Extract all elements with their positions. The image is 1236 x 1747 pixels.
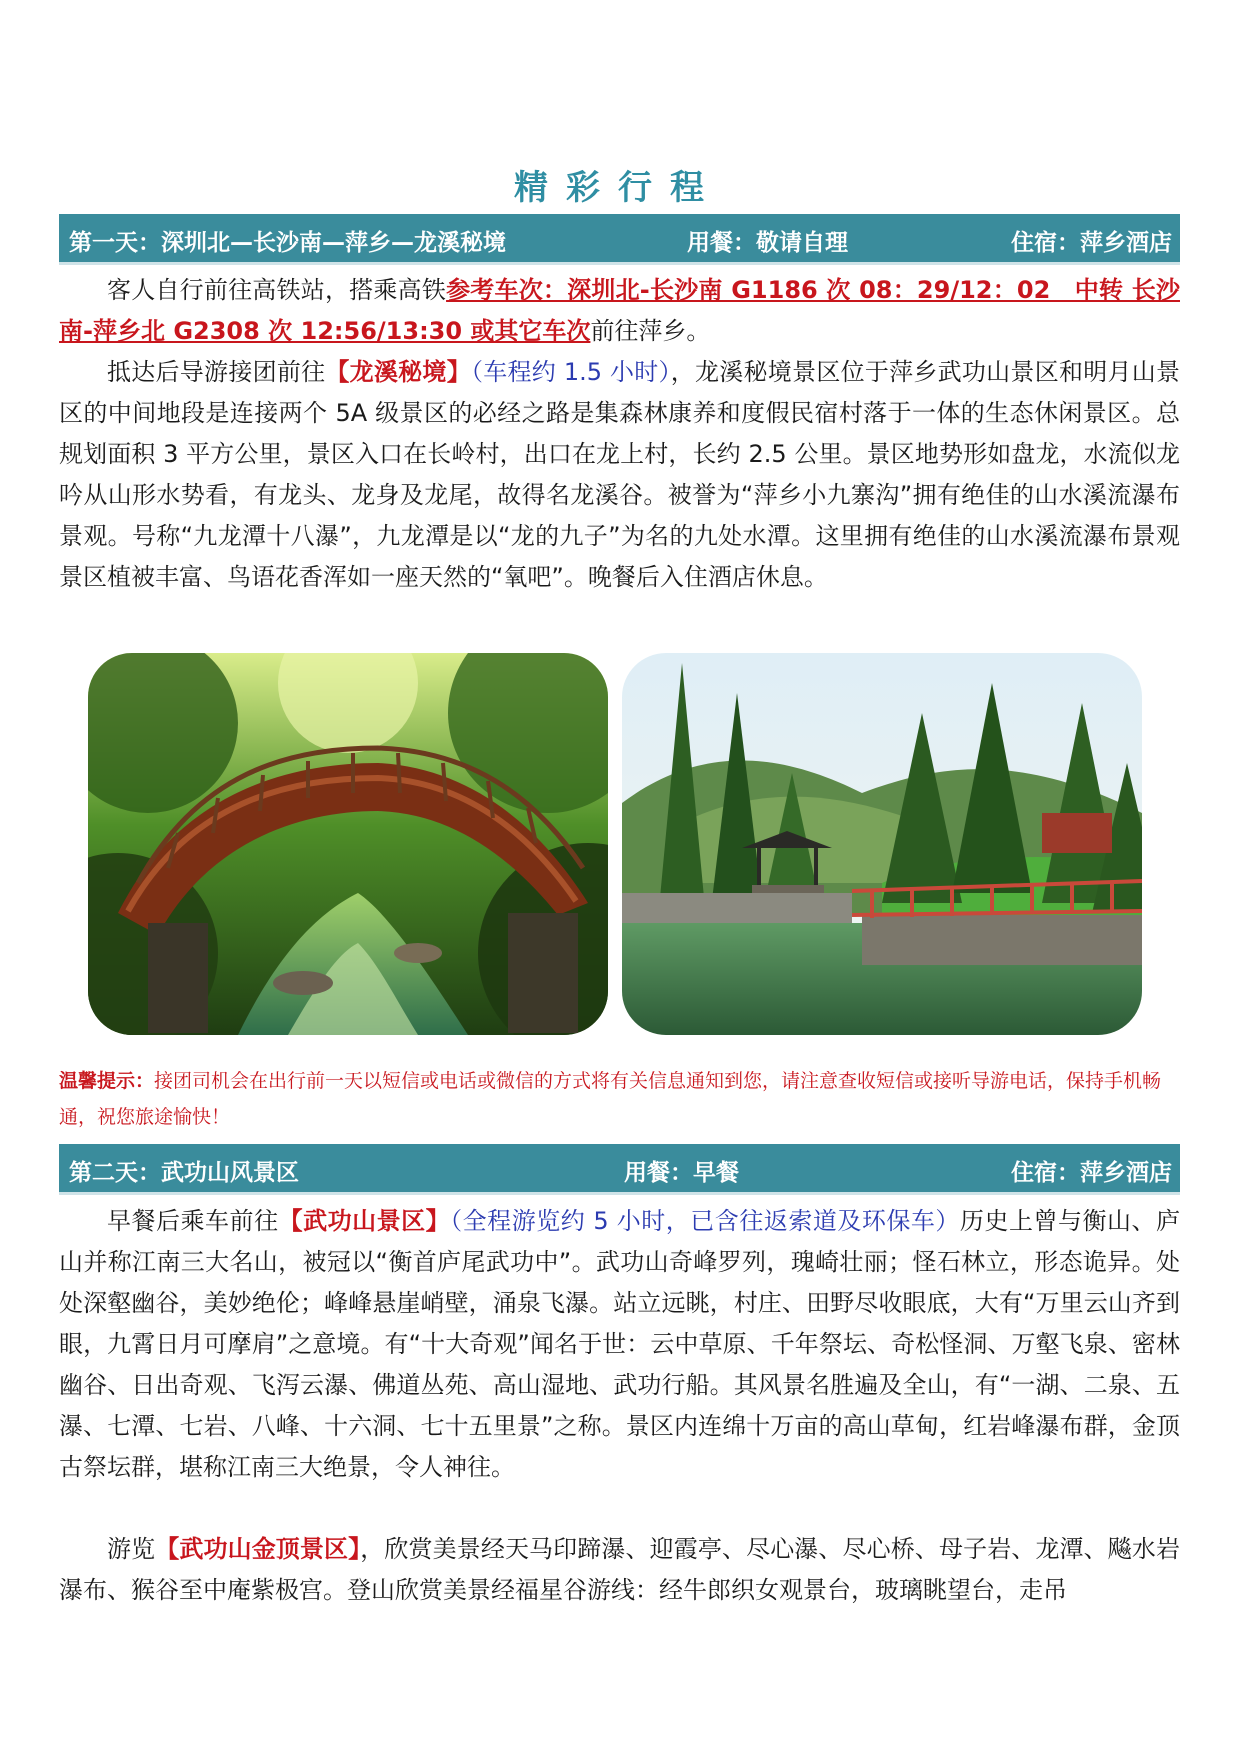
- day2-tour-time: （全程游览约 5 小时，已含往返索道及环保车）: [450, 1207, 960, 1235]
- day2-paragraph-1: [59, 1201, 1180, 1488]
- day2-meal: 用餐：早餐: [624, 1160, 739, 1186]
- day1-p1-end: 前往萍乡。: [590, 317, 711, 345]
- day2-header-underline: [59, 1192, 1180, 1195]
- day2-attraction-name: 【武功山景区】: [278, 1207, 451, 1235]
- day1-paragraph-1: [59, 270, 1180, 352]
- day1-header-underline: [59, 262, 1180, 265]
- day2-description: 历史上曾与衡山、庐山并称江南三大名山，被冠以“衡首庐尾武功中”。武功山奇峰罗列，瑰崎壮丽；怪石林立，形态诡异。处处深壑幽谷，美妙绝伦；峰峰悬崖峭壁，涌泉飞瀑。站立远眺，村庄、田野尽收眼底，大有“万里云山齐到眼，九霄日月可摩肩”之意境。有“十大奇观”闻名于世：云中草原、千年祭坛、奇松怪洞、万壑飞泉、密林幽谷、日出奇观、飞泻云瀑、佛道丛苑、高山湿地、武功行船。其风景名胜遍及全山，有“一湖、二泉、五瀑、七潭、七岩、八峰、十六洞、七十五里景”之称。景区内连绵十万亩的高山草甸，红岩峰瀑布群，金顶古祭坛群，堪称江南三大绝景，令人神往。: [59, 1207, 1181, 1481]
- day1-paragraph-2: [59, 352, 1180, 598]
- photo-pavilion-pond: [622, 653, 1142, 1035]
- day1-drive-time: （车程约 1.5 小时）: [470, 358, 671, 386]
- day1-title: 第一天：深圳北—长沙南—萍乡—龙溪秘境: [69, 230, 506, 256]
- day1-p1-text: 客人自行前往高铁站，搭乘高铁: [107, 276, 447, 304]
- day1-meal: 用餐：敬请自理: [687, 230, 848, 256]
- day2-header: [59, 1144, 1180, 1192]
- day2-p1-text: 早餐后乘车前往: [107, 1207, 279, 1235]
- tip-label: 温馨提示：: [59, 1070, 155, 1092]
- tip-text: 接团司机会在出行前一天以短信或电话或微信的方式将有关信息通知到您，请注意查收短信或接听导游电话，保持手机畅通，祝您旅途愉快！: [59, 1070, 1162, 1128]
- day1-p2-text: 抵达后导游接团前往: [107, 358, 326, 386]
- travel-tip: [59, 1063, 1180, 1135]
- day1-attraction-name: 【龙溪秘境】: [325, 358, 471, 386]
- photo-wooden-bridge: [88, 653, 608, 1035]
- page-title: 精彩行程: [514, 168, 722, 208]
- day1-header: [59, 214, 1180, 262]
- day2-p2-text: 游览: [107, 1535, 156, 1563]
- day1-lodging: 住宿：萍乡酒店: [1011, 230, 1172, 256]
- day2-paragraph-2: [59, 1529, 1180, 1611]
- day2-summit-name: 【武功山金顶景区】: [155, 1535, 361, 1563]
- day1-train-info: 参考车次：深圳北-长沙南 G1186 次 08：29/12：02 中转 长沙南-萍乡北 G2308 次 12:56/13:30 或其它车次: [59, 276, 1180, 345]
- day1-description: ，龙溪秘境景区位于萍乡武功山景区和明月山景区的中间地段是连接两个 5A 级景区的必经之路是集森林康养和度假民宿村落于一体的生态休闲景区。总规划面积 3 平方公里，景区入口在长岭村，出口在龙上村，长约 2.5 公里。景区地势形如盘龙，水流似龙吟从山形水势看，有龙头、龙身及龙尾，故得名龙溪谷。被誉为“萍乡小九寨沟”拥有绝佳的山水溪流瀑布景观。号称“九龙潭十八瀑”，九龙潭是以“龙的九子”为名的九处水潭。这里拥有绝佳的山水溪流瀑布景观景区植被丰富、鸟语花香浑如一座天然的“氧吧”。晚餐后入住酒店休息。: [59, 358, 1181, 591]
- day2-p2-description: ，欣赏美景经天马印蹄瀑、迎霞亭、尽心瀑、尽心桥、母子岩、龙潭、飚水岩瀑布、猴谷至中庵紫极宫。登山欣赏美景经福星谷游线：经牛郎织女观景台，玻璃眺望台，走吊: [59, 1535, 1181, 1604]
- day2-title: 第二天：武功山风景区: [69, 1160, 299, 1186]
- day2-lodging: 住宿：萍乡酒店: [1011, 1160, 1172, 1186]
